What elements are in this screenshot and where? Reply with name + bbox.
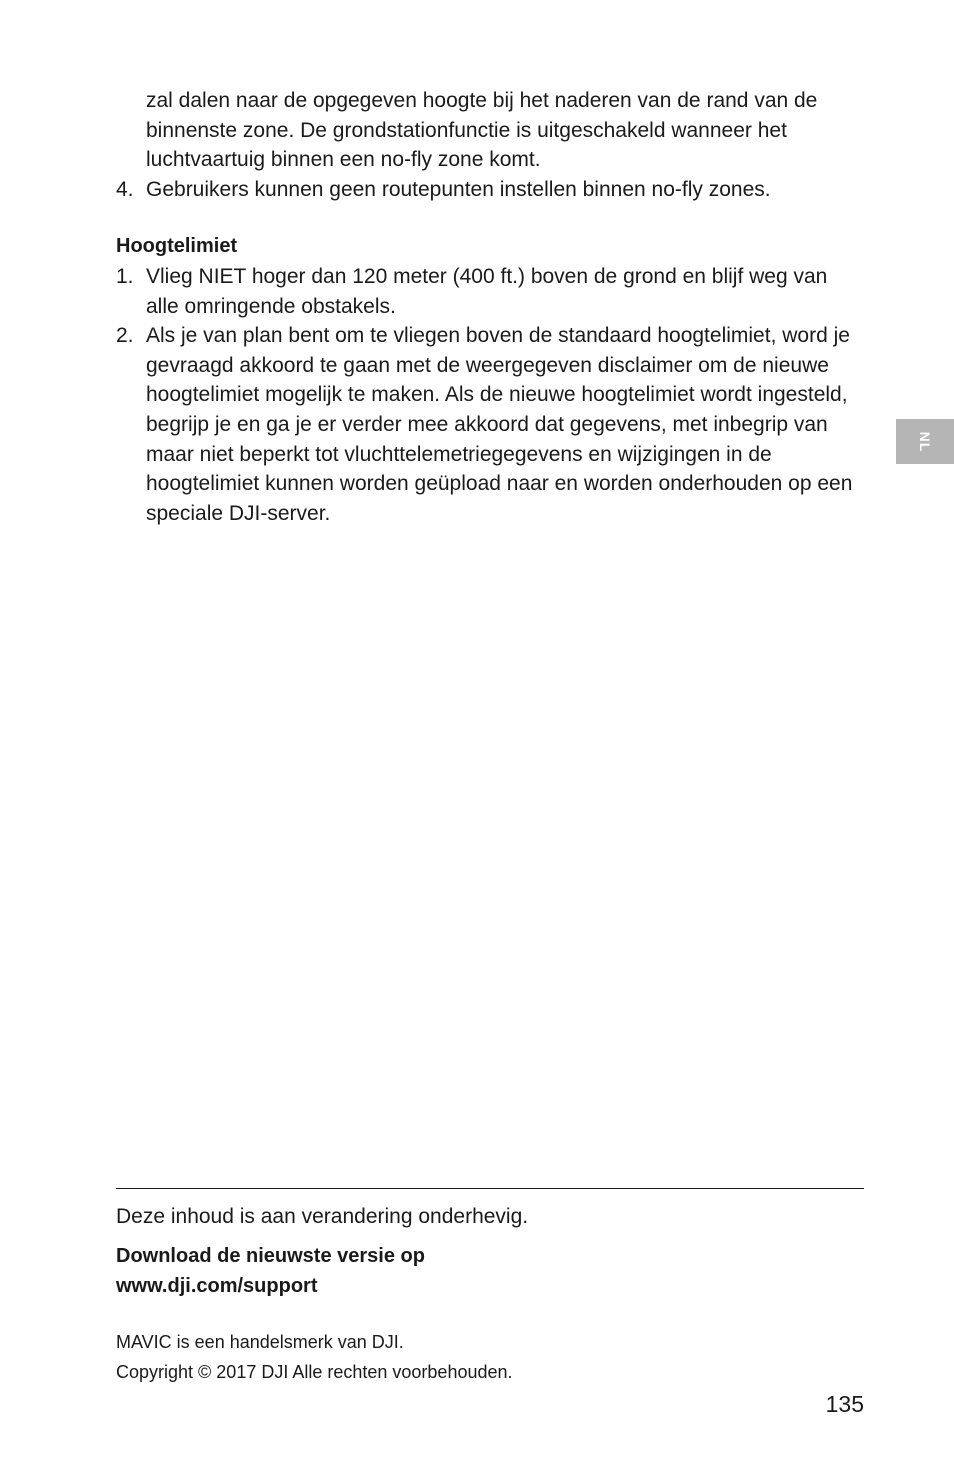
footer-divider — [116, 1188, 864, 1189]
footer-note: Deze inhoud is aan verandering onderhevig. — [116, 1205, 529, 1228]
copyright-text: Copyright © 2017 DJI Alle rechten voorbehouden. — [116, 1362, 513, 1382]
list-item-text: Als je van plan bent om te vliegen boven de standaard hoogtelimiet, word je gevraagd akkoord te gaan met de weergegeven disclaimer om de nieuwe hoogtelimiet mogelijk te maken. Als de nieuwe hoogtelimiet wordt ingesteld, begrijp je en ga je er verder mee akkoord dat gegevens, met inbegrip van maar niet beperkt tot vluchttelemetriegegevens en wijzigingen in de hoogtelimiet kunnen worden geüpload naar en worden onderhouden op een speciale DJI-server. — [146, 324, 853, 525]
language-tab — [896, 419, 954, 464]
list-item-text: Gebruikers kunnen geen routepunten instellen binnen no-fly zones. — [146, 177, 771, 201]
trademark-text: MAVIC is een handelsmerk van DJI. — [116, 1332, 404, 1352]
list-item-text: Vlieg NIET hoger dan 120 meter (400 ft.) boven de grond en blijf weg van alle omringende obstakels. — [146, 264, 828, 318]
list-item — [116, 175, 856, 205]
section-heading: Hoogtelimiet — [116, 235, 238, 258]
continuation-paragraph: zal dalen naar de opgegeven hoogte bij het naderen van de rand van de binnenste zone. De grondstationfunctie is uitgeschakeld wanneer het luchtvaartuig binnen een no-fly zone komt. — [146, 89, 818, 172]
list-item — [116, 262, 856, 321]
list-item — [116, 321, 856, 528]
list-item-number: 2. — [116, 324, 134, 348]
list-item-number: 4. — [116, 177, 134, 201]
footer-legal — [116, 1327, 513, 1387]
list-item-number: 1. — [116, 264, 134, 288]
footer-download — [116, 1241, 425, 1301]
page-number: 135 — [825, 1391, 864, 1417]
language-tab-label: NL — [917, 431, 933, 452]
page-content — [116, 86, 856, 528]
support-link[interactable]: www.dji.com/support — [116, 1275, 318, 1297]
download-text: Download de nieuwste versie op — [116, 1245, 425, 1267]
